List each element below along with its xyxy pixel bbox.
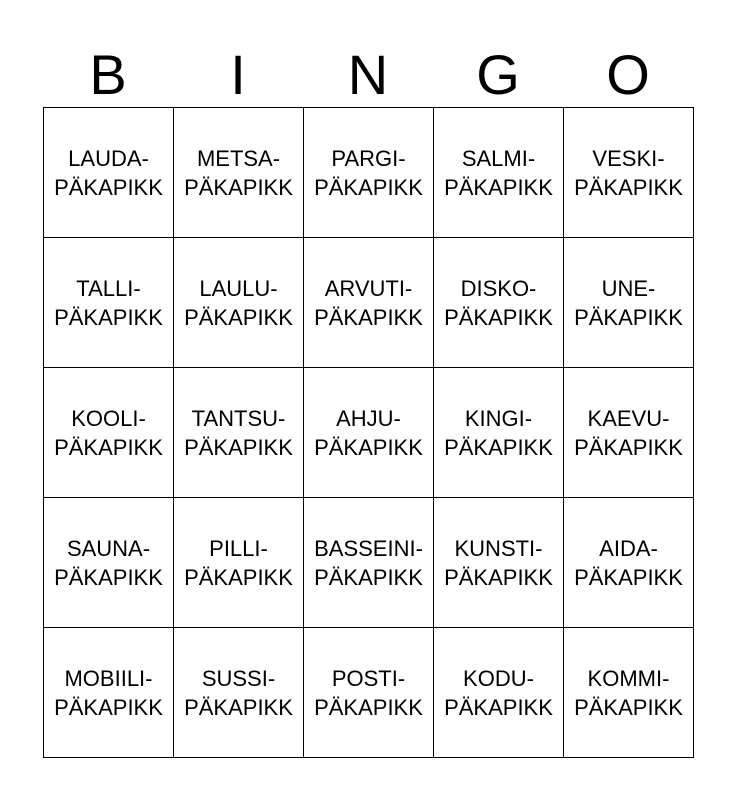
cell-line2: PÄKAPIKK bbox=[444, 564, 553, 590]
cell-line1: KUNSTI- bbox=[454, 535, 543, 561]
cell-line2: PÄKAPIKK bbox=[184, 304, 293, 330]
cell-line2: PÄKAPIKK bbox=[54, 304, 163, 330]
header-letter-g: G bbox=[476, 43, 520, 106]
cell-line2: PÄKAPIKK bbox=[444, 304, 553, 330]
cell-line2: PÄKAPIKK bbox=[54, 434, 163, 460]
bingo-cell[interactable] bbox=[174, 108, 304, 238]
cell-line2: PÄKAPIKK bbox=[314, 304, 423, 330]
cell-line2: PÄKAPIKK bbox=[444, 434, 553, 460]
bingo-cell[interactable] bbox=[304, 498, 434, 628]
cell-line1: SALMI- bbox=[461, 145, 536, 171]
cell-line1: POSTI- bbox=[331, 665, 406, 691]
cell-line1: KOOLI- bbox=[71, 405, 146, 431]
cell-line2: PÄKAPIKK bbox=[574, 564, 683, 590]
bingo-cell[interactable] bbox=[434, 108, 564, 238]
cell-line2: PÄKAPIKK bbox=[54, 564, 163, 590]
bingo-header bbox=[43, 44, 693, 106]
cell-line2: PÄKAPIKK bbox=[314, 694, 423, 720]
cell-line1: TANTSU- bbox=[191, 405, 286, 431]
cell-line1: SAUNA- bbox=[66, 535, 151, 561]
bingo-cell[interactable] bbox=[174, 498, 304, 628]
cell-line1: KOMMI- bbox=[587, 665, 670, 691]
cell-line2: PÄKAPIKK bbox=[54, 174, 163, 200]
header-letter-i: I bbox=[230, 43, 246, 106]
cell-line1: ARVUTI- bbox=[324, 275, 413, 301]
cell-line2: PÄKAPIKK bbox=[184, 434, 293, 460]
bingo-cell[interactable] bbox=[304, 238, 434, 368]
cell-line2: PÄKAPIKK bbox=[314, 564, 423, 590]
bingo-cell[interactable] bbox=[434, 498, 564, 628]
cell-line1: PARGI- bbox=[331, 145, 406, 171]
bingo-cell[interactable] bbox=[44, 108, 174, 238]
header-letter-b: B bbox=[89, 43, 127, 106]
cell-line2: PÄKAPIKK bbox=[184, 564, 293, 590]
bingo-cell[interactable] bbox=[44, 498, 174, 628]
bingo-cell[interactable] bbox=[174, 368, 304, 498]
cell-line2: PÄKAPIKK bbox=[184, 174, 293, 200]
cell-line2: PÄKAPIKK bbox=[574, 304, 683, 330]
cell-line2: PÄKAPIKK bbox=[574, 434, 683, 460]
cell-line1: BASSEINI- bbox=[314, 535, 423, 561]
cell-line1: KAEVU- bbox=[587, 405, 670, 431]
cell-line1: MOBIILI- bbox=[64, 665, 153, 691]
cell-line2: PÄKAPIKK bbox=[444, 174, 553, 200]
cell-line2: PÄKAPIKK bbox=[54, 694, 163, 720]
bingo-cell[interactable] bbox=[304, 108, 434, 238]
cell-line1: AIDA- bbox=[599, 535, 658, 561]
cell-line2: PÄKAPIKK bbox=[574, 694, 683, 720]
bingo-card-grid bbox=[43, 107, 694, 758]
bingo-cell[interactable] bbox=[564, 108, 694, 238]
cell-line1: KODU- bbox=[463, 665, 534, 691]
cell-line1: DISKO- bbox=[460, 275, 537, 301]
cell-line1: METSA- bbox=[196, 145, 281, 171]
cell-line2: PÄKAPIKK bbox=[444, 694, 553, 720]
header-letter-o: O bbox=[606, 43, 650, 106]
header-letter-n: N bbox=[347, 43, 389, 106]
cell-line1: PILLI- bbox=[209, 535, 268, 561]
bingo-cell[interactable] bbox=[174, 238, 304, 368]
bingo-cell[interactable] bbox=[174, 628, 304, 758]
cell-line2: PÄKAPIKK bbox=[574, 174, 683, 200]
bingo-cell[interactable] bbox=[434, 628, 564, 758]
bingo-cell[interactable] bbox=[564, 498, 694, 628]
bingo-cell[interactable] bbox=[564, 368, 694, 498]
cell-line2: PÄKAPIKK bbox=[314, 434, 423, 460]
bingo-cell[interactable] bbox=[434, 238, 564, 368]
bingo-cell[interactable] bbox=[44, 628, 174, 758]
cell-line1: VESKI- bbox=[592, 145, 665, 171]
cell-line1: LAULU- bbox=[199, 275, 278, 301]
cell-line1: TALLI- bbox=[76, 275, 141, 301]
cell-line1: SUSSI- bbox=[201, 665, 276, 691]
bingo-cell[interactable] bbox=[304, 628, 434, 758]
bingo-cell[interactable] bbox=[564, 238, 694, 368]
cell-line1: UNE- bbox=[601, 275, 656, 301]
bingo-cell[interactable] bbox=[304, 368, 434, 498]
cell-line2: PÄKAPIKK bbox=[184, 694, 293, 720]
bingo-cell[interactable] bbox=[44, 368, 174, 498]
bingo-cell[interactable] bbox=[434, 368, 564, 498]
bingo-cell[interactable] bbox=[44, 238, 174, 368]
cell-line1: KINGI- bbox=[464, 405, 533, 431]
cell-line1: AHJU- bbox=[336, 405, 401, 431]
cell-line2: PÄKAPIKK bbox=[314, 174, 423, 200]
cell-line1: LAUDA- bbox=[68, 145, 149, 171]
bingo-cell[interactable] bbox=[564, 628, 694, 758]
